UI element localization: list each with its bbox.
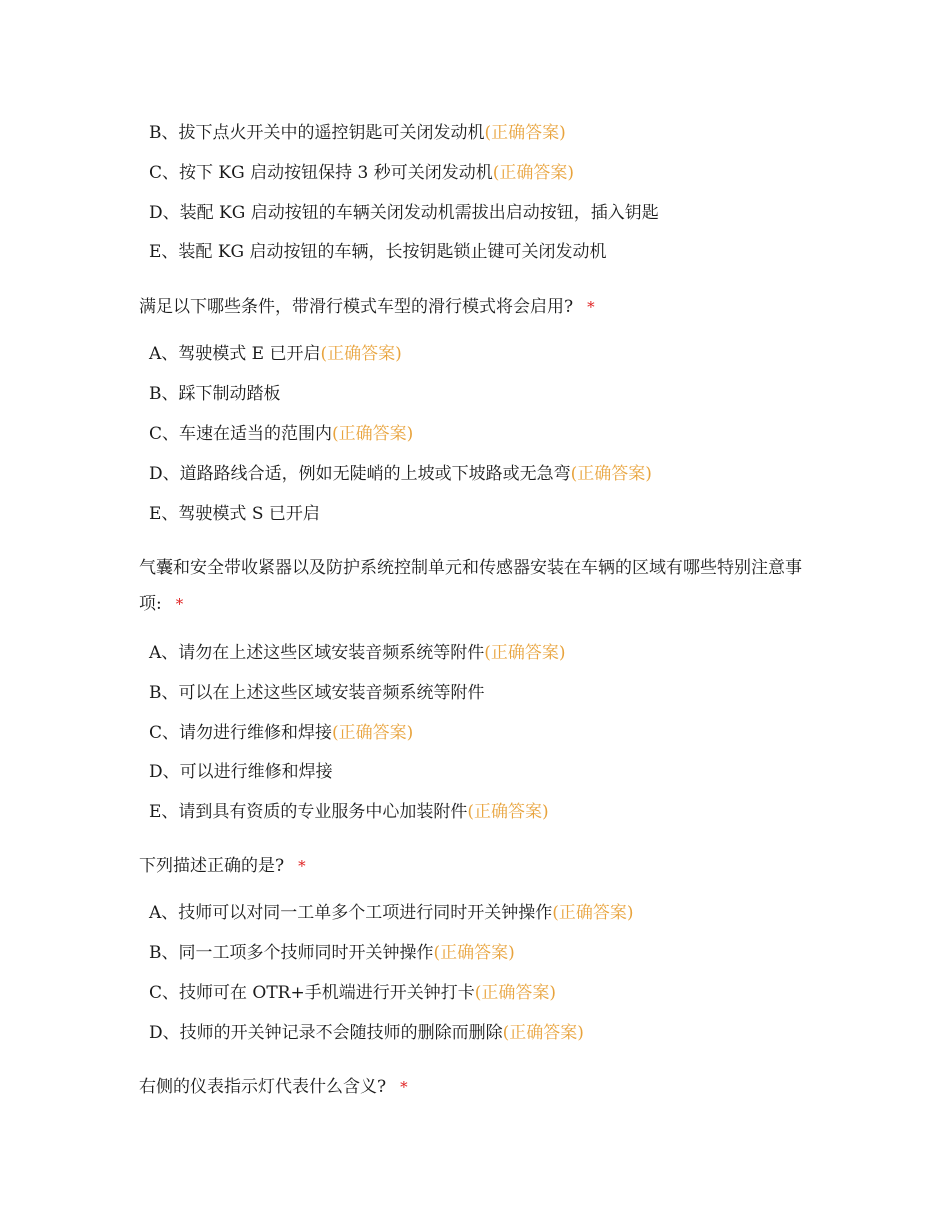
q2-option-b[interactable]: B、踩下制动踏板 <box>149 384 281 404</box>
correct-answer-tag: (正确答案) <box>552 903 634 923</box>
q3-option-d[interactable]: D、可以进行维修和焊接 <box>149 762 333 782</box>
correct-answer-tag: (正确答案) <box>502 1023 584 1043</box>
q1-option-e[interactable]: E、装配 KG 启动按钮的车辆，长按钥匙锁止键可关闭发动机 <box>149 242 607 262</box>
q2-option-c[interactable]: C、车速在适当的范围内(正确答案) <box>149 424 414 444</box>
q3-option-e[interactable]: E、请到具有资质的专业服务中心加装附件(正确答案) <box>149 802 549 822</box>
q3-option-b[interactable]: B、可以在上述这些区域安装音频系统等附件 <box>149 683 485 703</box>
q1-option-c[interactable]: C、按下 KG 启动按钮保持 3 秒可关闭发动机(正确答案) <box>149 163 574 183</box>
correct-answer-tag: (正确答案) <box>484 123 566 143</box>
q4-option-d[interactable]: D、技师的开关钟记录不会随技师的删除而删除(正确答案) <box>149 1023 584 1043</box>
q4-option-c[interactable]: C、技师可在 OTR+手机端进行开关钟打卡(正确答案) <box>149 983 556 1003</box>
correct-answer-tag: (正确答案) <box>320 344 402 364</box>
q2-title: 满足以下哪些条件，带滑行模式车型的滑行模式将会启用? * <box>139 297 595 317</box>
correct-answer-tag: (正确答案) <box>332 424 414 444</box>
q2-option-d[interactable]: D、道路路线合适，例如无陡峭的上坡或下坡路或无急弯(正确答案) <box>149 464 652 484</box>
required-mark: * <box>175 595 184 613</box>
q1-option-d[interactable]: D、装配 KG 启动按钮的车辆关闭发动机需拔出启动按钮，插入钥匙 <box>149 203 659 223</box>
correct-answer-tag: (正确答案) <box>467 802 549 822</box>
q3-title: 气囊和安全带收紧器以及防护系统控制单元和传感器安装在车辆的区域有哪些特别注意事项: * <box>139 558 802 614</box>
q2-option-e[interactable]: E、驾驶模式 S 已开启 <box>149 504 320 524</box>
q4-title: 下列描述正确的是? * <box>139 856 306 876</box>
q5-title: 右侧的仪表指示灯代表什么含义? * <box>139 1077 408 1097</box>
correct-answer-tag: (正确答案) <box>570 464 652 484</box>
correct-answer-tag: (正确答案) <box>492 163 574 183</box>
q1-option-b[interactable]: B、拔下点火开关中的遥控钥匙可关闭发动机(正确答案) <box>149 123 566 143</box>
q2-option-a[interactable]: A、驾驶模式 E 已开启(正确答案) <box>149 344 402 364</box>
required-mark: * <box>400 1078 408 1096</box>
required-mark: * <box>298 857 306 875</box>
q4-option-b[interactable]: B、同一工项多个技师同时开关钟操作(正确答案) <box>149 943 515 963</box>
correct-answer-tag: (正确答案) <box>433 943 515 963</box>
q3-option-c[interactable]: C、请勿进行维修和焊接(正确答案) <box>149 723 414 743</box>
q4-option-a[interactable]: A、技师可以对同一工单多个工项进行同时开关钟操作(正确答案) <box>149 903 634 923</box>
correct-answer-tag: (正确答案) <box>332 723 414 743</box>
correct-answer-tag: (正确答案) <box>484 643 566 663</box>
q3-option-a[interactable]: A、请勿在上述这些区域安装音频系统等附件(正确答案) <box>149 643 566 663</box>
correct-answer-tag: (正确答案) <box>474 983 556 1003</box>
required-mark: * <box>587 298 595 316</box>
